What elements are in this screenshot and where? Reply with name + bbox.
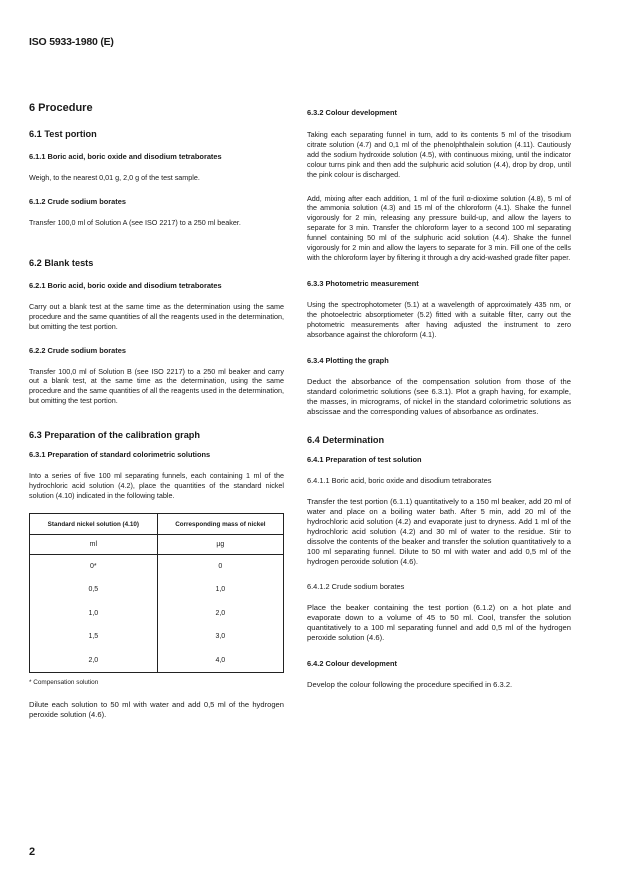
subsection-heading: 6.3 Preparation of the calibration graph — [29, 430, 201, 441]
clause-heading: 6.3.2 Colour development — [307, 108, 397, 117]
table-footnote: * Compensation solution — [29, 678, 99, 686]
clause-heading: 6.3.3 Photometric measurement — [307, 278, 419, 288]
table-cell: 1,0 — [88, 609, 99, 617]
paragraph: Carry out a blank test at the same time as the determination using the same procedure and the same quantities of all the reagents used in the determination, but omitting the test portion. — [29, 301, 284, 331]
subsection-heading: 6.1 Test portion — [29, 129, 97, 139]
paragraph: Develop the colour following the procedure specified in 6.3.2. — [307, 679, 513, 689]
paragraph: Transfer the test portion (6.1.1) quantitatively to a 150 ml beaker, add 20 ml of water and place on a boiling water bath. After 5 min, add 20 ml of the hydrochloric acid solution (4.2) and evaporate just to dryness. Add 1 ml of the hydrochloric acid solution (4.2) and 30 ml of water to the residue. Stir to dissolve the contents of the beaker and transfer the solution quantitatively to a 100 ml separating funnel. Dilute to 50 ml with water and add 0,5 ml of the hydrogen peroxide solution (4.6). — [307, 496, 571, 567]
table-cell: 4,0 — [157, 649, 283, 673]
right-column — [307, 108, 571, 704]
table-header: Corresponding mass of nickel — [157, 513, 283, 534]
table-unit: µg — [157, 535, 283, 555]
table-row — [30, 649, 284, 673]
table-row — [30, 555, 284, 579]
nickel-table — [29, 513, 284, 673]
clause-heading: 6.1.1 Boric acid, boric oxide and disodium tetraborates — [29, 152, 222, 161]
table-row — [30, 625, 284, 649]
paragraph: Add, mixing after each addition, 1 ml of the furil α-dioxime solution (4.8), 5 ml of the ammonia solution (4.3) and 15 ml of the chloroform (4.1). Shake the funnel vigorously for 2 min, releasing any pressure build-up, and allow the layers to separate for 3 min. Transfer the chloroform layer to a second 100 ml separating funnel containing 50 ml of the sulphuric acid solution (4.4). Shake the funnel vigorously for 2 min and allow the layers to separate for 3 min. Fill one of the cells with the chloroform layer by filtering it through a dry acid-washed grade filter paper. — [307, 193, 571, 262]
section-heading: 6 Procedure — [29, 102, 93, 114]
table-cell: 1,0 — [157, 578, 283, 602]
left-column — [29, 102, 284, 734]
clause-heading: 6.2.1 Boric acid, boric oxide and disodium tetraborates — [29, 280, 222, 290]
paragraph: Using the spectrophotometer (5.1) at a wavelength of approximately 435 nm, or the photoelectric absorptiometer (5.2) fitted with a suitable filter, carry out the photometric measurements after having adjusted the instrument to zero absorbance against the chloroform (4.1). — [307, 299, 571, 339]
paragraph: Weigh, to the nearest 0,01 g, 2,0 g of the test sample. — [29, 173, 200, 182]
document-header: ISO 5933-1980 (E) — [29, 36, 114, 48]
paragraph: Into a series of five 100 ml separating funnels, each containing 1 ml of the hydrochloric acid solution (4.2), place the quantities of the standard nickel solution (4.10) indicated in the following table. — [29, 471, 284, 500]
clause-heading: 6.3.4 Plotting the graph — [307, 355, 389, 365]
table-row — [30, 602, 284, 626]
table-cell: 1,5 — [88, 633, 99, 641]
paragraph: Deduct the absorbance of the compensation solution from those of the standard colorimetric solutions (see 6.3.1). Plot a graph having, for example, the masses, in micrograms, of nickel in the standard colorimetric solutions as abscissae and the corresponding values of absorbance as ordinates. — [307, 376, 571, 416]
clause-heading: 6.3.1 Preparation of standard colorimetric solutions — [29, 450, 211, 460]
subsection-heading: 6.2 Blank tests — [29, 257, 94, 268]
table-unit: ml — [30, 535, 158, 555]
paragraph: Transfer 100,0 ml of Solution A (see ISO 2217) to a 250 ml beaker. — [29, 217, 241, 227]
clause-heading: 6.4.1 Preparation of test solution — [307, 454, 422, 464]
clause-heading: 6.4.1.1 Boric acid, boric oxide and disodium tetraborates — [307, 475, 492, 485]
clause-heading: 6.1.2 Crude sodium borates — [29, 196, 126, 206]
table-cell: 0 — [157, 555, 283, 579]
table-cell: 0,5 — [88, 586, 99, 594]
subsection-heading: 6.4 Determination — [307, 434, 385, 445]
paragraph: Taking each separating funnel in turn, add to its contents 5 ml of the trisodium citrate solution (4.7) and 0,1 ml of the phenolphthalein solution (4.11). Cautiously add the sodium hydroxide solution (4.5), with continuous mixing, until the indicator colour turns pink and then add the sulphuric acid solution (4.4), drop by drop, until the pink colour is discharged. — [307, 130, 571, 179]
paragraph: Transfer 100,0 ml of Solution B (see ISO 2217) to a 250 ml beaker and carry out a blank test, at the same time as the determination, using the same procedure and the same quantities of all the reagents used in the determination, but omitting the test portion. — [29, 366, 284, 406]
table-cell: 3,0 — [157, 625, 283, 649]
paragraph: Place the beaker containing the test portion (6.1.2) on a hot plate and evaporate down to a volume of 45 to 50 ml. Cool, transfer the solution quantitatively to a 100 ml separating funnel and add 0,5 ml of the hydrogen peroxide solution (4.6). — [307, 602, 571, 642]
page-number: 2 — [29, 846, 36, 858]
table-row — [30, 578, 284, 602]
table-cell: 2,0 — [157, 602, 283, 626]
table-cell: 2,0 — [88, 656, 99, 664]
clause-heading: 6.4.2 Colour development — [307, 658, 397, 668]
table-header: Standard nickel solution (4.10) — [30, 513, 158, 534]
clause-heading: 6.4.1.2 Crude sodium borates — [307, 581, 405, 591]
paragraph: Dilute each solution to 50 ml with water and add 0,5 ml of the hydrogen peroxide solution (4.6). — [29, 699, 284, 719]
clause-heading: 6.2.2 Crude sodium borates — [29, 345, 126, 355]
table-cell: 0* — [90, 563, 97, 571]
